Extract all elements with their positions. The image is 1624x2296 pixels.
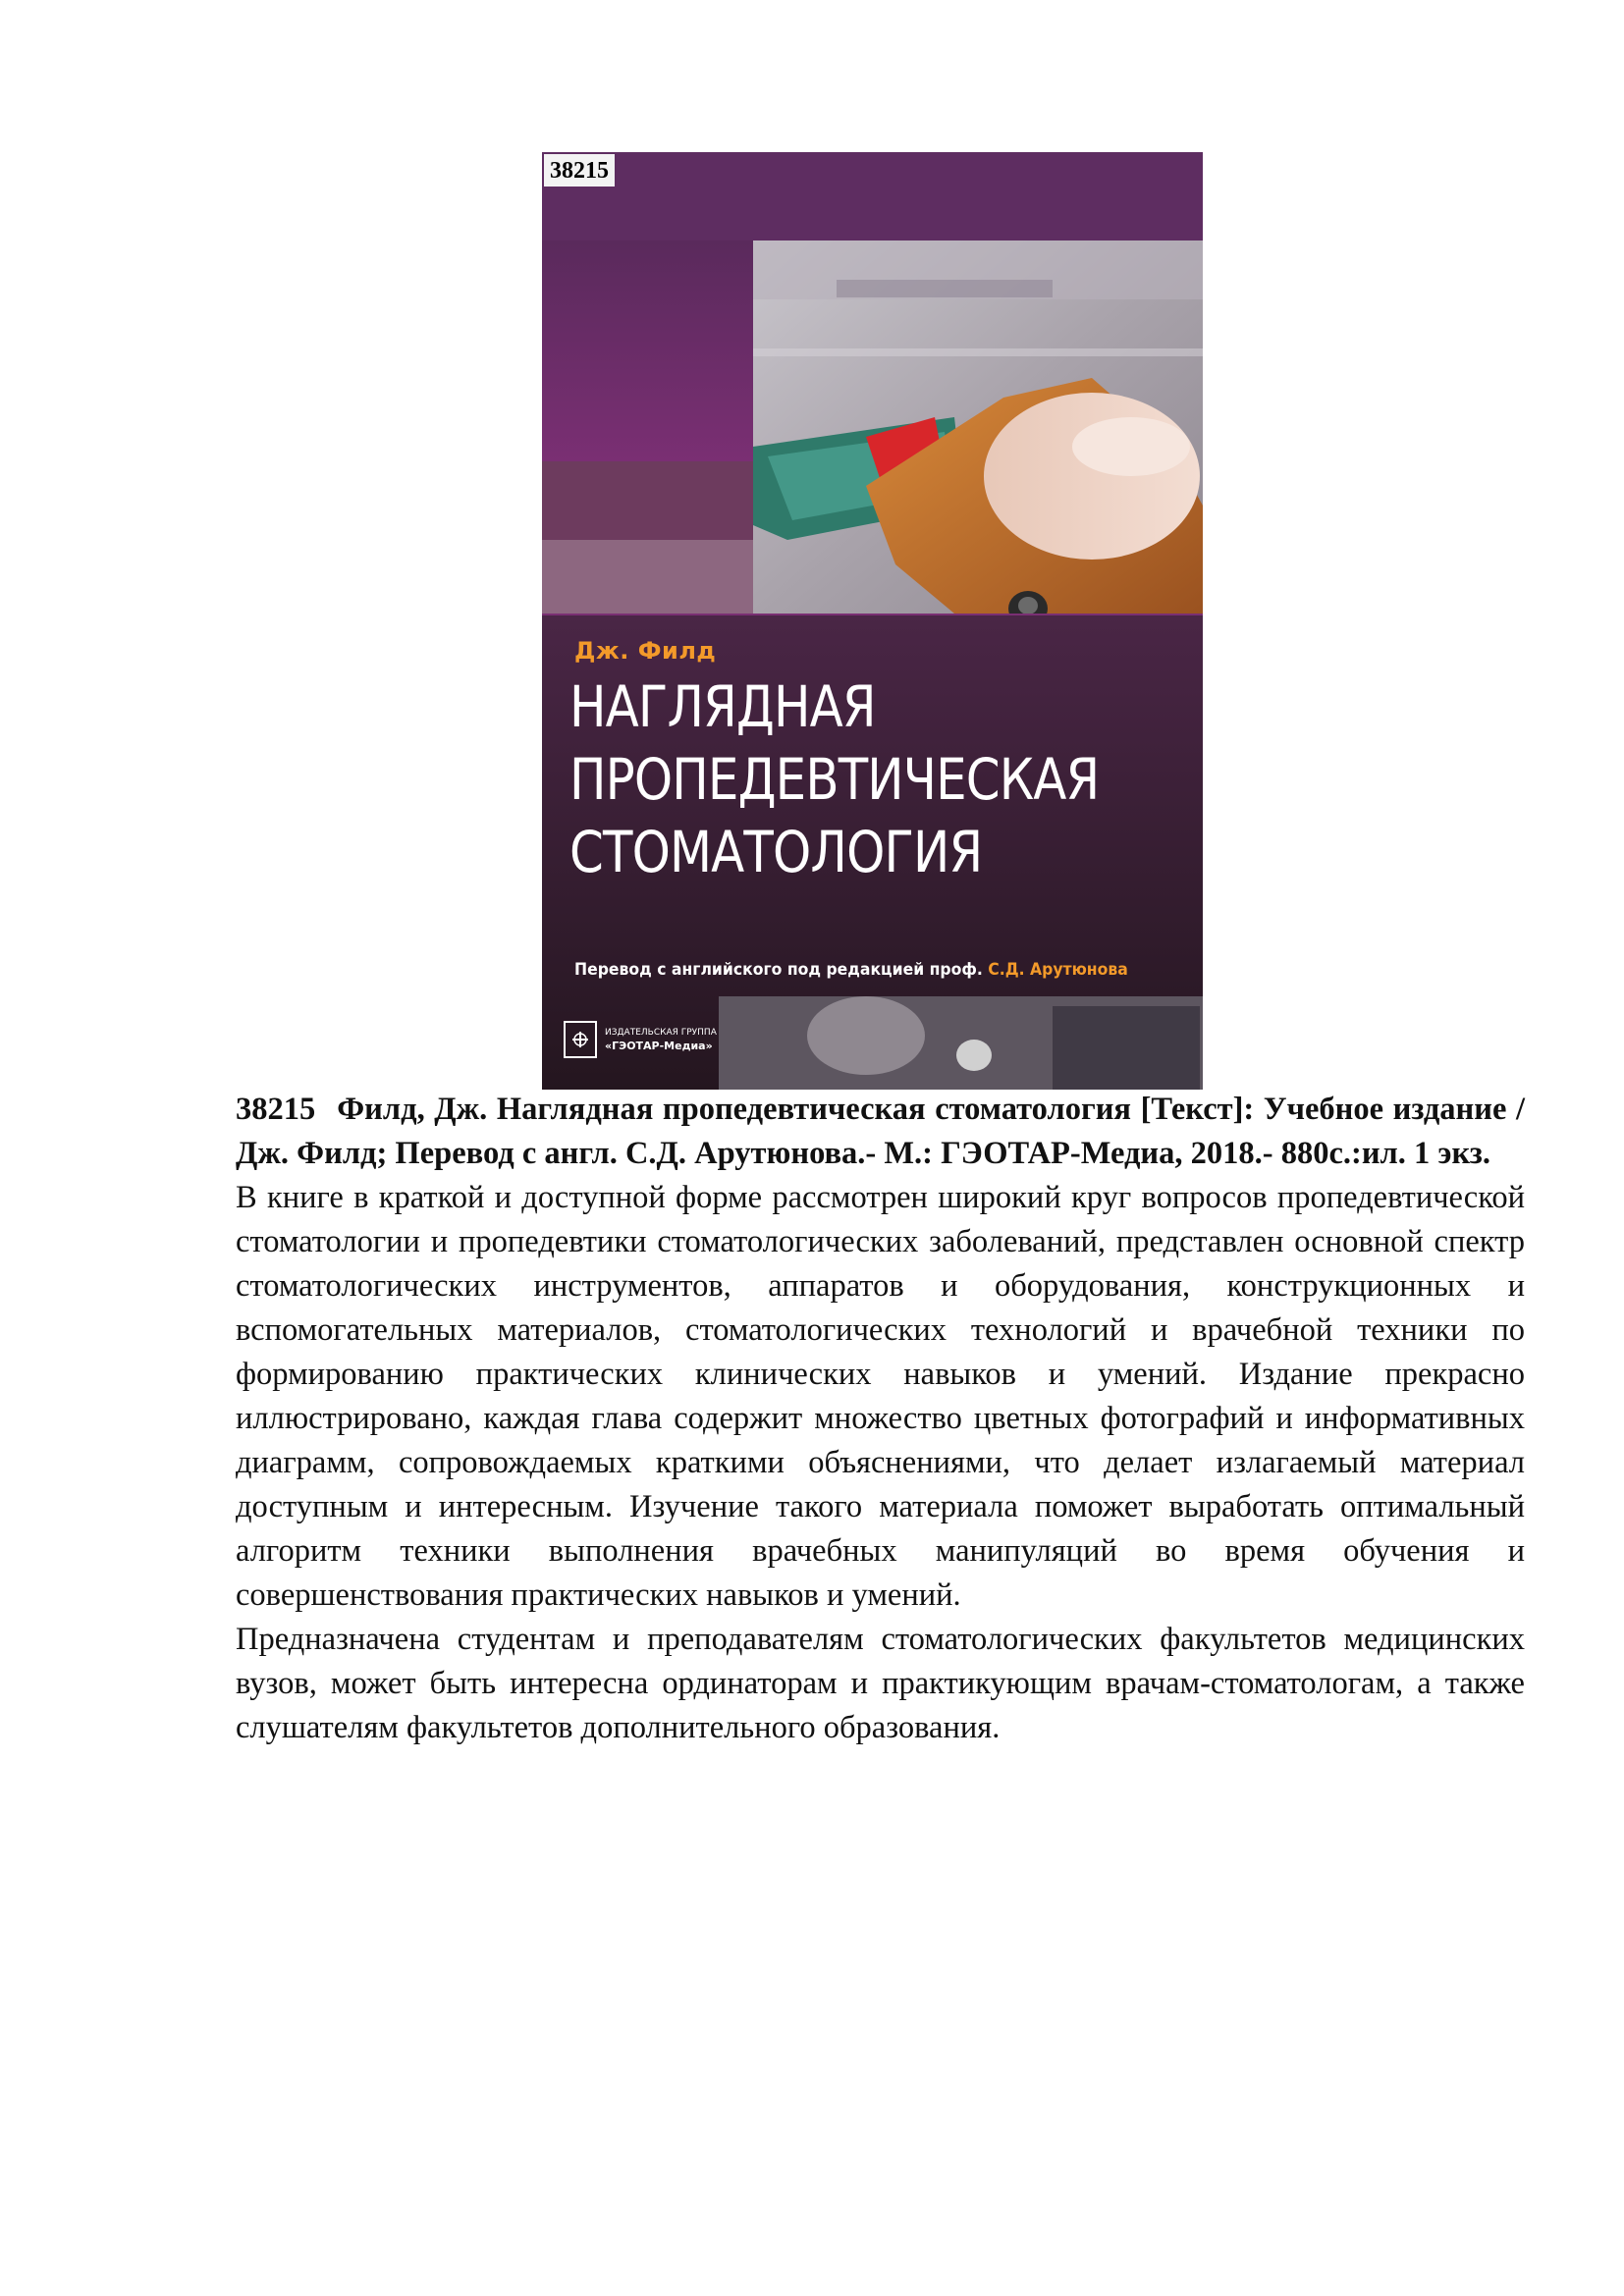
- cover-subtitle-prefix: Перевод с английского под редакцией проф.: [574, 960, 983, 980]
- cover-subtitle-editor: С.Д. Арутюнова: [988, 960, 1128, 980]
- record-number: 38215: [236, 1092, 316, 1127]
- annotation-paragraph: В книге в краткой и доступной форме рассмотрен широкий круг вопросов пропедевтической стоматологии и пропедевтики стоматологических заболеваний, представлен основной спектр стоматологических инструментов, аппаратов и оборудования, конструкционных и вспомогательных материалов, стоматологических технологий и врачебной техники по формированию практических клинических навыков и умений. Издание прекрасно иллюстрировано, каждая глава содержит множество цветных фотографий и информативных диаграмм, сопровождаемых краткими объяснениями, что делает излагаемый материал доступным и интересным. Изучение такого материала поможет выработать оптимальный алгоритм техники выполнения врачебных манипуляций во время обучения и совершенствования практических навыков и умений.: [236, 1180, 1525, 1613]
- cover-title-line: СТОМАТОЛОГИЯ: [569, 819, 983, 885]
- cover-subtitle: [574, 960, 1128, 980]
- record-citation-block: [236, 1088, 1525, 1176]
- cover-title-line: ПРОПЕДЕВТИЧЕСКАЯ: [569, 746, 1100, 813]
- publisher-group: ИЗДАТЕЛЬСКАЯ ГРУППА: [605, 1028, 717, 1038]
- cover-author: Дж. Филд: [574, 637, 717, 665]
- record-citation: Филд, Дж. Наглядная пропедевтическая стоматология [Текст]: Учебное издание /Дж. Филд; Перевод с англ. С.Д. Арутюнова.- М.: ГЭОТАР-Медиа, 2018.- 880с.:ил. 1 экз.: [236, 1092, 1525, 1171]
- book-cover: [542, 152, 1203, 1090]
- publisher-text: [605, 1026, 717, 1053]
- cover-title-line: НАГЛЯДНАЯ: [569, 673, 876, 740]
- record-annotation: [236, 1176, 1525, 1750]
- annotation-paragraph: Предназначена студентам и преподавателям стоматологических факультетов медицинских вузов, может быть интересна ординаторам и практикующим врачам-стоматологам, а также слушателям факультетов дополнительного образования.: [236, 1622, 1525, 1745]
- cover-title: [569, 670, 1110, 888]
- cover-publisher: [564, 1021, 717, 1058]
- publisher-logo-icon: [564, 1021, 597, 1058]
- catalog-record: [236, 1088, 1525, 1750]
- cover-sticker-number: 38215: [544, 154, 615, 187]
- publisher-name: «ГЭОТАР-Медиа»: [605, 1040, 713, 1052]
- cover-photo: [542, 152, 1203, 1090]
